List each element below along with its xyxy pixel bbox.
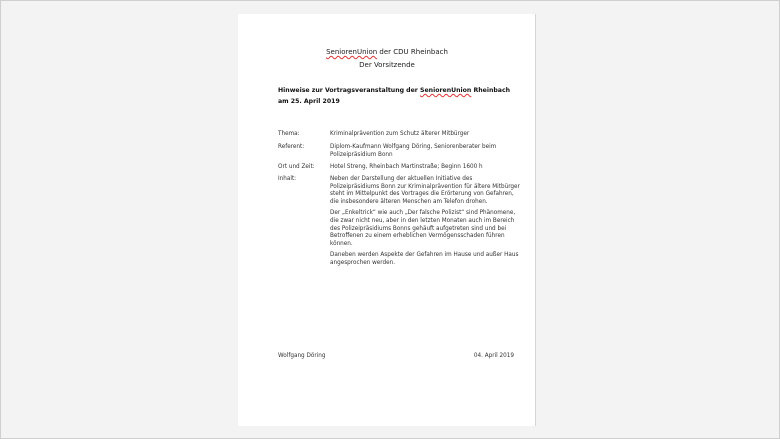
referent-label: Referent: — [278, 144, 305, 150]
subject-line-1 — [278, 85, 518, 96]
thema-label: Thema: — [278, 131, 300, 137]
ort-value: Hotel Streng, Rheinbach Martinstraße; Beginn 1600 h — [330, 164, 483, 170]
footer-date: 04. April 2019 — [473, 353, 514, 359]
subject-text-c: Rheinbach — [471, 87, 511, 94]
referent-value: Diplom-Kaufmann Wolfgang Döring, Seniorenberater beim Polizeipräsidium Bonn — [330, 144, 497, 158]
inhalt-value — [330, 176, 520, 272]
subject-text-a: Hinweise zur Vortragsveranstaltung der — [278, 87, 421, 94]
subject-text-org: SeniorenUnion — [420, 87, 472, 94]
org-line — [238, 48, 536, 57]
subject-line-2: am 25. April 2019 — [278, 98, 340, 105]
footer-author: Wolfgang Döring — [278, 353, 326, 359]
org-name-seniorenunion: SeniorenUnion — [326, 48, 378, 56]
org-name-rest: der CDU Rheinbach — [377, 48, 448, 56]
role-line: Der Vorsitzende — [359, 61, 415, 69]
subject-heading — [278, 85, 518, 107]
inhalt-paragraph-3: Daneben werden Aspekte der Gefahren im Hause und außer Haus angesprochen werden. — [330, 252, 519, 266]
ort-label: Ort und Zeit: — [278, 164, 315, 170]
document-page — [238, 14, 536, 426]
inhalt-paragraph-2: Der „Enkeltrick“ wie auch „Der falsche Polizist“ sind Phänomene, die zwar nicht neu, aber in den letzten Monaten auch im Bereich des Polizeipräsidiums Bonns gehäuft aufgetreten sind und bei Betroffenen zu einem erheblichen Vermögensschaden führen können. — [330, 210, 516, 247]
inhalt-label: Inhalt: — [278, 176, 297, 182]
thema-value: Kriminalprävention zum Schutz älterer Mitbürger — [330, 131, 470, 137]
inhalt-paragraph-1: Neben der Darstellung der aktuellen Initiative des Polizeipräsidiums Bonn zur Kriminalprävention für ältere Mitbürger steht im Mittelpunkt des Vortrages die Erörterung von Gefahren, die insbesondere älteren Menschen am Telefon drohen. — [330, 176, 520, 205]
